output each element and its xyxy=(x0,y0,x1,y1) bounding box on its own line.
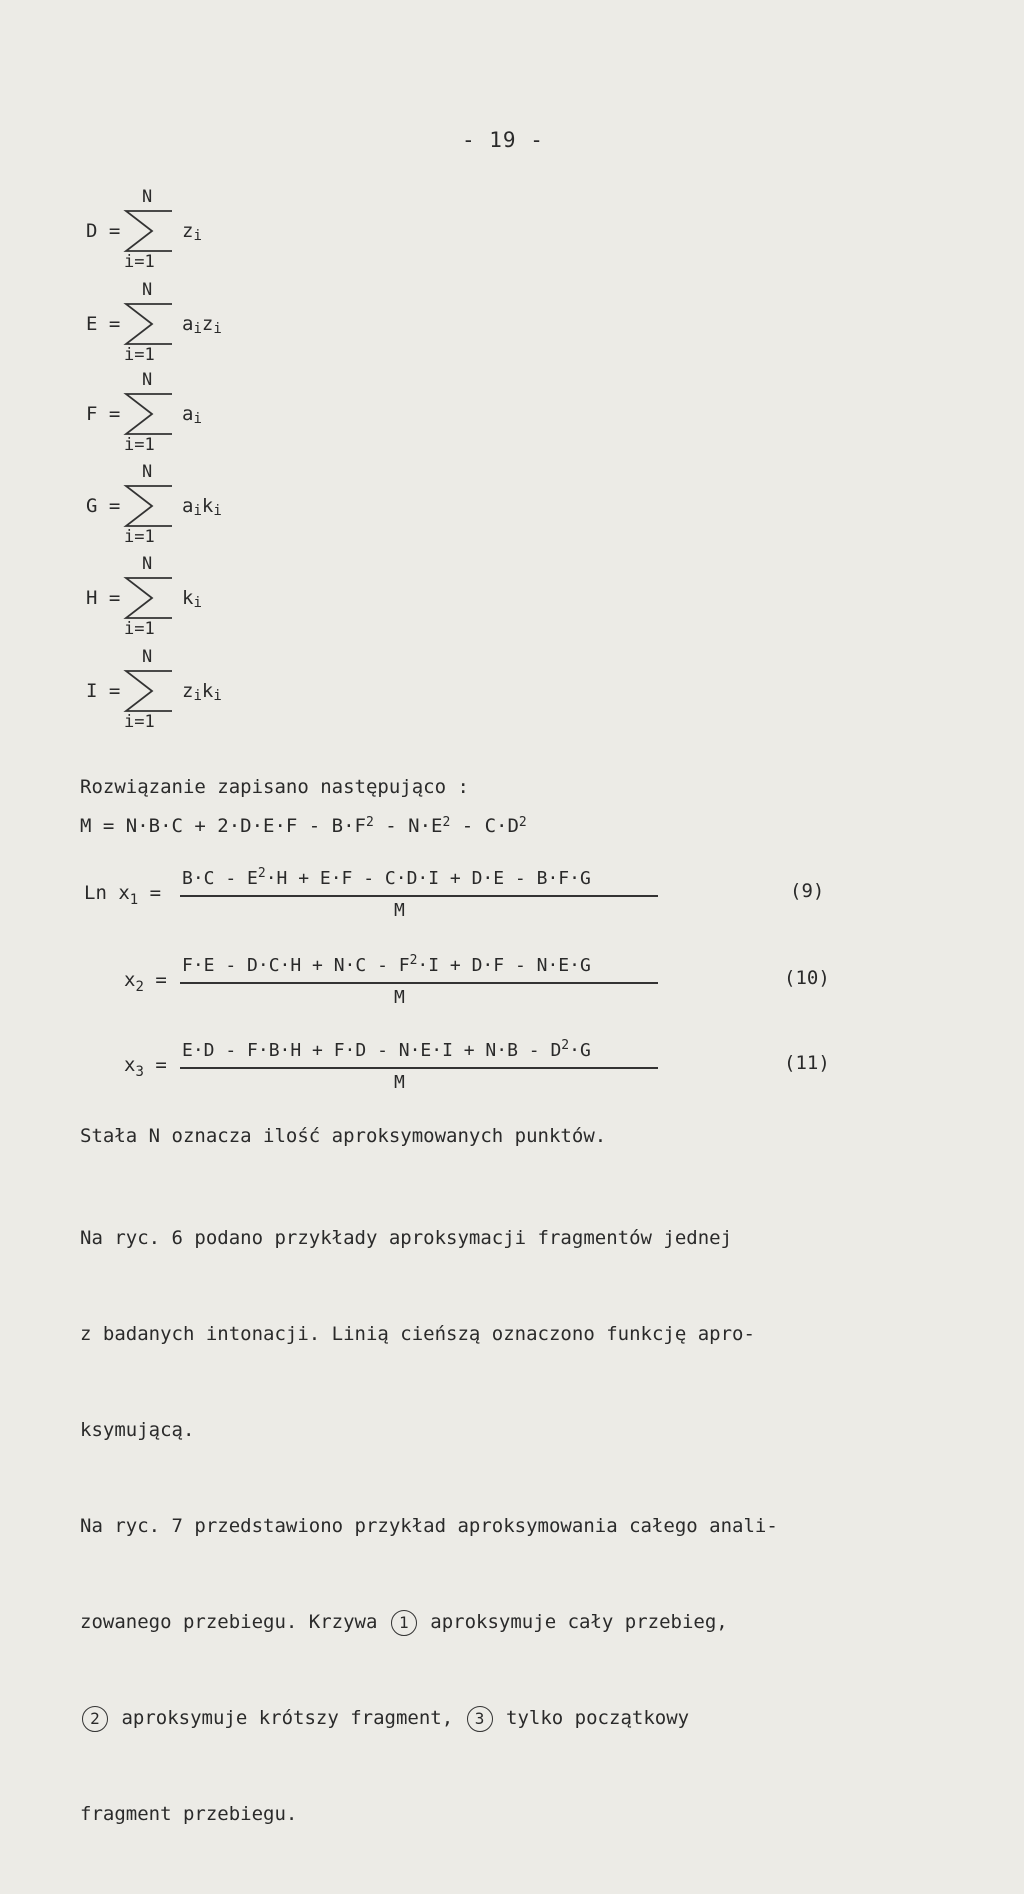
sum-lower-limit: i=1 xyxy=(124,252,155,272)
equation-10-lhs: $x_2$ = xyxy=(124,969,167,995)
equation-10 xyxy=(0,953,830,1025)
sum-lower-limit: i=1 xyxy=(124,712,155,732)
equation-11-numerator: $E\cdot D - F\cdot B\cdot H + F\cdot D - N\cdot E\cdot I + N\cdot B - D^2\cdot G$ xyxy=(182,1038,591,1061)
m-eq-sup-c: 2 xyxy=(518,815,527,830)
sum-upper-limit: N xyxy=(142,280,153,300)
sum-term: $a_i$ xyxy=(182,403,202,427)
sum-lhs: I = xyxy=(86,680,121,702)
sigma-icon xyxy=(122,391,174,437)
text-line-4: ksymującą. xyxy=(80,1419,195,1441)
text-line-8: fragment przebiegu. xyxy=(80,1803,298,1825)
text-line-2: Na ryc. 6 podano przykłady aproksymacji fragmentów jednej xyxy=(80,1227,733,1249)
sum-lhs: H = xyxy=(86,587,121,609)
equation-11-lhs: $x_3$ = xyxy=(124,1054,167,1080)
equation-9-denominator: M xyxy=(394,900,405,921)
equation-9-lhs: Ln $x_1$ = xyxy=(84,882,162,908)
equation-9 xyxy=(0,866,825,938)
equation-10-numerator: $F\cdot E - D\cdot C\cdot H + N\cdot C - F^2\cdot I + D\cdot F - N\cdot E\cdot G$ xyxy=(182,953,591,976)
sum-definition xyxy=(86,370,406,465)
text-line-6: zowanego przebiegu. Krzywa 1 aproksymuje cały przebieg, xyxy=(80,1606,860,1638)
sum-definition xyxy=(86,187,406,282)
sum-upper-limit: N xyxy=(142,554,153,574)
m-equation xyxy=(80,815,527,837)
sum-term: $a_ik_i$ xyxy=(182,495,222,519)
sum-term: $z_i$ xyxy=(182,220,202,244)
equation-11-denominator: M xyxy=(394,1072,405,1093)
m-eq-part-b: - N·E xyxy=(373,815,443,837)
m-eq-sup-a: 2 xyxy=(365,815,374,830)
sum-lower-limit: i=1 xyxy=(124,345,155,365)
equation-9-tag: (9) xyxy=(790,880,825,902)
sigma-icon xyxy=(122,575,174,621)
equation-11 xyxy=(0,1038,830,1110)
sigma-icon xyxy=(122,208,174,254)
sigma-icon xyxy=(122,483,174,529)
sum-lower-limit: i=1 xyxy=(124,435,155,455)
equation-9-numerator: $B\cdot C - E^2\cdot H + E\cdot F - C\cdot D\cdot I + D\cdot E - B\cdot F\cdot G$ xyxy=(182,866,591,889)
equation-10-tag: (10) xyxy=(784,967,830,989)
sum-lhs: E = xyxy=(86,313,121,335)
m-eq-part-c: - C·D xyxy=(450,815,519,837)
sum-lhs: F = xyxy=(86,403,121,425)
sum-upper-limit: N xyxy=(142,462,153,482)
sum-definition xyxy=(86,280,406,375)
page-number: - 19 - xyxy=(462,128,544,152)
sum-lower-limit: i=1 xyxy=(124,619,155,639)
body-paragraph xyxy=(80,1158,860,1894)
curve-3-marker: 3 xyxy=(467,1706,493,1732)
solution-intro: Rozwiązanie zapisano następująco : xyxy=(80,776,469,798)
fraction-bar xyxy=(180,982,658,984)
sigma-icon xyxy=(122,301,174,347)
text-line-3: z badanych intonacji. Linią cieńszą oznaczono funkcję apro- xyxy=(80,1323,755,1345)
fraction-bar xyxy=(180,895,658,897)
equation-11-tag: (11) xyxy=(784,1052,830,1074)
curve-2-marker: 2 xyxy=(82,1706,108,1732)
sum-definition xyxy=(86,462,406,557)
m-eq-part-a: M = N·B·C + 2·D·E·F - B·F xyxy=(80,815,366,837)
sum-upper-limit: N xyxy=(142,370,153,390)
curve-1-marker: 1 xyxy=(391,1610,417,1636)
equation-10-denominator: M xyxy=(394,987,405,1008)
sum-upper-limit: N xyxy=(142,647,153,667)
sum-lower-limit: i=1 xyxy=(124,527,155,547)
sum-definition xyxy=(86,554,406,649)
text-line-7: 2 aproksymuje krótszy fragment, 3 tylko początkowy xyxy=(80,1702,860,1734)
text-line-1: Stała N oznacza ilość aproksymowanych punktów. xyxy=(80,1125,607,1147)
sigma-icon xyxy=(122,668,174,714)
sum-term: $z_ik_i$ xyxy=(182,680,222,704)
sum-definition xyxy=(86,647,406,742)
sum-term: $a_iz_i$ xyxy=(182,313,222,337)
sum-lhs: D = xyxy=(86,220,121,242)
text-line-5: Na ryc. 7 przedstawiono przykład aproksymowania całego anali- xyxy=(80,1515,778,1537)
sum-lhs: G = xyxy=(86,495,121,517)
sum-upper-limit: N xyxy=(142,187,153,207)
fraction-bar xyxy=(180,1067,658,1069)
sum-term: $k_i$ xyxy=(182,587,202,611)
m-eq-sup-b: 2 xyxy=(442,815,451,830)
